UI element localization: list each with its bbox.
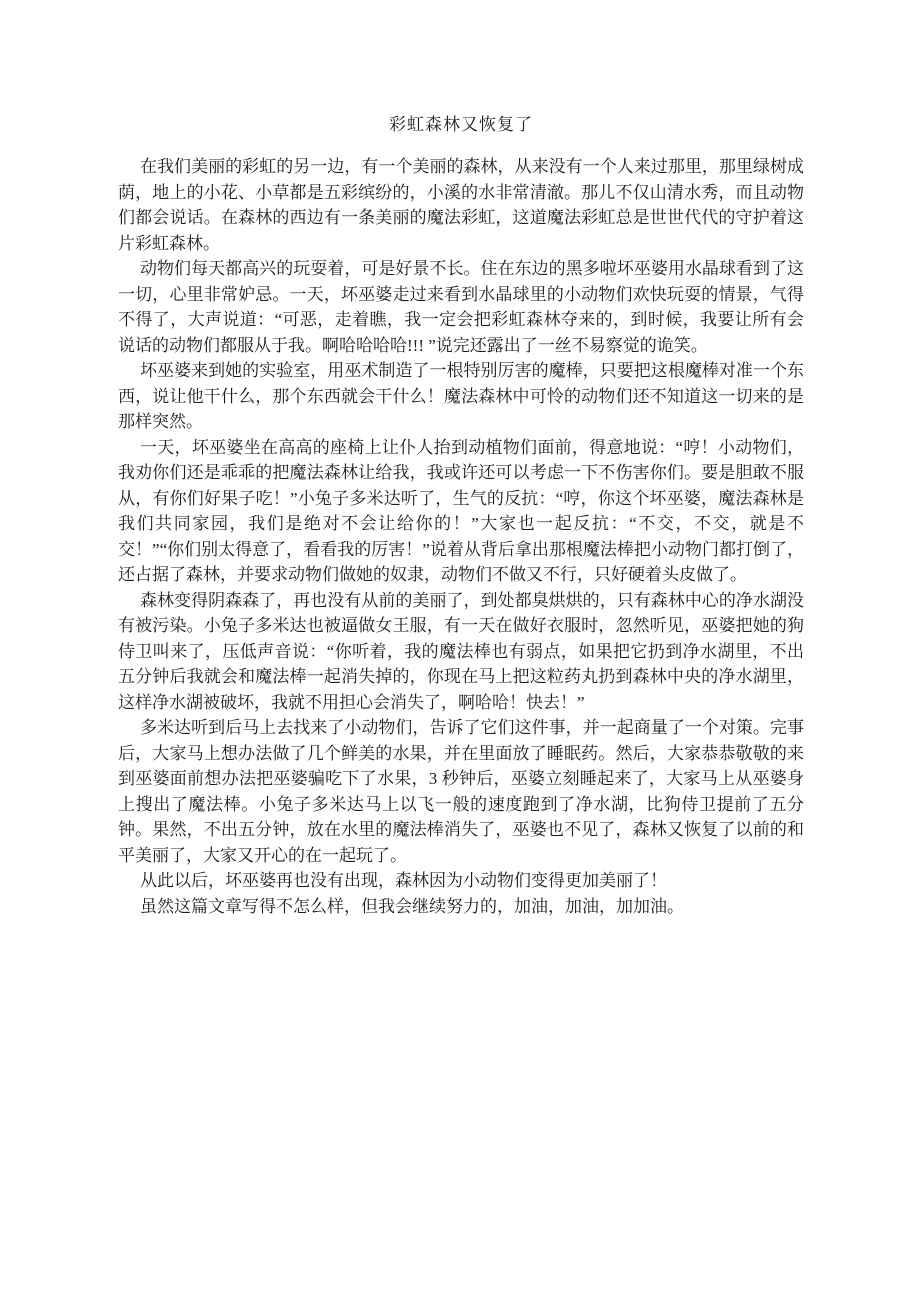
paragraph: 坏巫婆来到她的实验室，用巫术制造了一根特别厉害的魔棒，只要把这根魔棒对准一个东西，说让他干什么，那个东西就会干什么！魔法森林中可怜的动物们还不知道这一切来的是那样突然。: [118, 361, 804, 431]
paragraph: 森林变得阴森森了，再也没有从前的美丽了，到处都臭烘烘的，只有森林中心的净水湖没有被污染。小兔子多米达也被逼做女王服，有一天在做好衣服时，忽然听见，巫婆把她的狗侍卫叫来了，压低声音说：“你听着，我的魔法棒也有弱点，如果把它扔到净水湖里，不出五分钟后我就会和魔法棒一起消失掉的，你现在马上把这粒药丸扔到森林中央的净水湖里，这样净水湖被破坏，我就不用担心会消失了，啊哈哈！快去！”: [118, 590, 804, 712]
paragraph: 从此以后，坏巫婆再也没有出现，森林因为小动物们变得更加美丽了！: [140, 871, 667, 890]
paragraph: 在我们美丽的彩虹的另一边，有一个美丽的森林，从来没有一个人来过那里，那里绿树成荫，地上的小花、小草都是五彩缤纷的，小溪的水非常清澈。那儿不仅山清水秀，而且动物们都会说话。在森林的西边有一条美丽的魔法彩虹，这道魔法彩虹总是世世代代的守护着这片彩虹森林。: [118, 157, 804, 253]
paragraph: 虽然这篇文章写得不怎么样，但我会继续努力的，加油，加油，加加油。: [140, 896, 684, 916]
document-title: 彩虹森林又恢复了: [389, 115, 533, 134]
paragraph: 一天，坏巫婆坐在高高的座椅上让仆人抬到动植物们面前，得意地说：“哼！小动物们，我劝你们还是乖乖的把魔法森林让给我，我或许还可以考虑一下不伤害你们。要是胆敢不服从，有你们好果子吃！”小兔子多米达听了，生气的反抗：“哼，你这个坏巫婆，魔法森林是我们共同家园，我们是绝对不会让给你的！”大家也一起反抗：“不交，不交，就是不交！”“你们别太得意了，看看我的厉害！”说着从背后拿出那根魔法棒把小动物门都打倒了，还占据了森林，并要求动物们做她的奴隶，动物们不做又不行，只好硬着头皮做了。: [118, 437, 804, 584]
document-content: [118, 112, 804, 919]
paragraph: 多米达听到后马上去找来了小动物们，告诉了它们这件事，并一起商量了一个对策。完事后，大家马上想办法做了几个鲜美的水果，并在里面放了睡眠药。然后，大家恭恭敬敬的来到巫婆面前想办法把巫婆骗吃下了水果，3 秒钟后，巫婆立刻睡起来了，大家马上从巫婆身上搜出了魔法棒。小兔子多米达马上以飞一般的速度跑到了净水湖，比狗侍卫提前了五分钟。果然，不出五分钟，放在水里的魔法棒消失了，巫婆也不见了，森林又恢复了以前的和平美丽了，大家又开心的在一起玩了。: [118, 718, 804, 865]
paragraph: 动物们每天都高兴的玩耍着，可是好景不长。住在东边的黑多啦坏巫婆用水晶球看到了这一切，心里非常妒忌。一天，坏巫婆走过来看到水晶球里的小动物们欢快玩耍的情景，气得不得了，大声说道：“可恶，走着瞧，我一定会把彩虹森林夺来的，到时候，我要让所有会说话的动物们都服从于我。啊哈哈哈哈!!! ”说完还露出了一丝不易察觉的诡笑。: [118, 259, 804, 355]
